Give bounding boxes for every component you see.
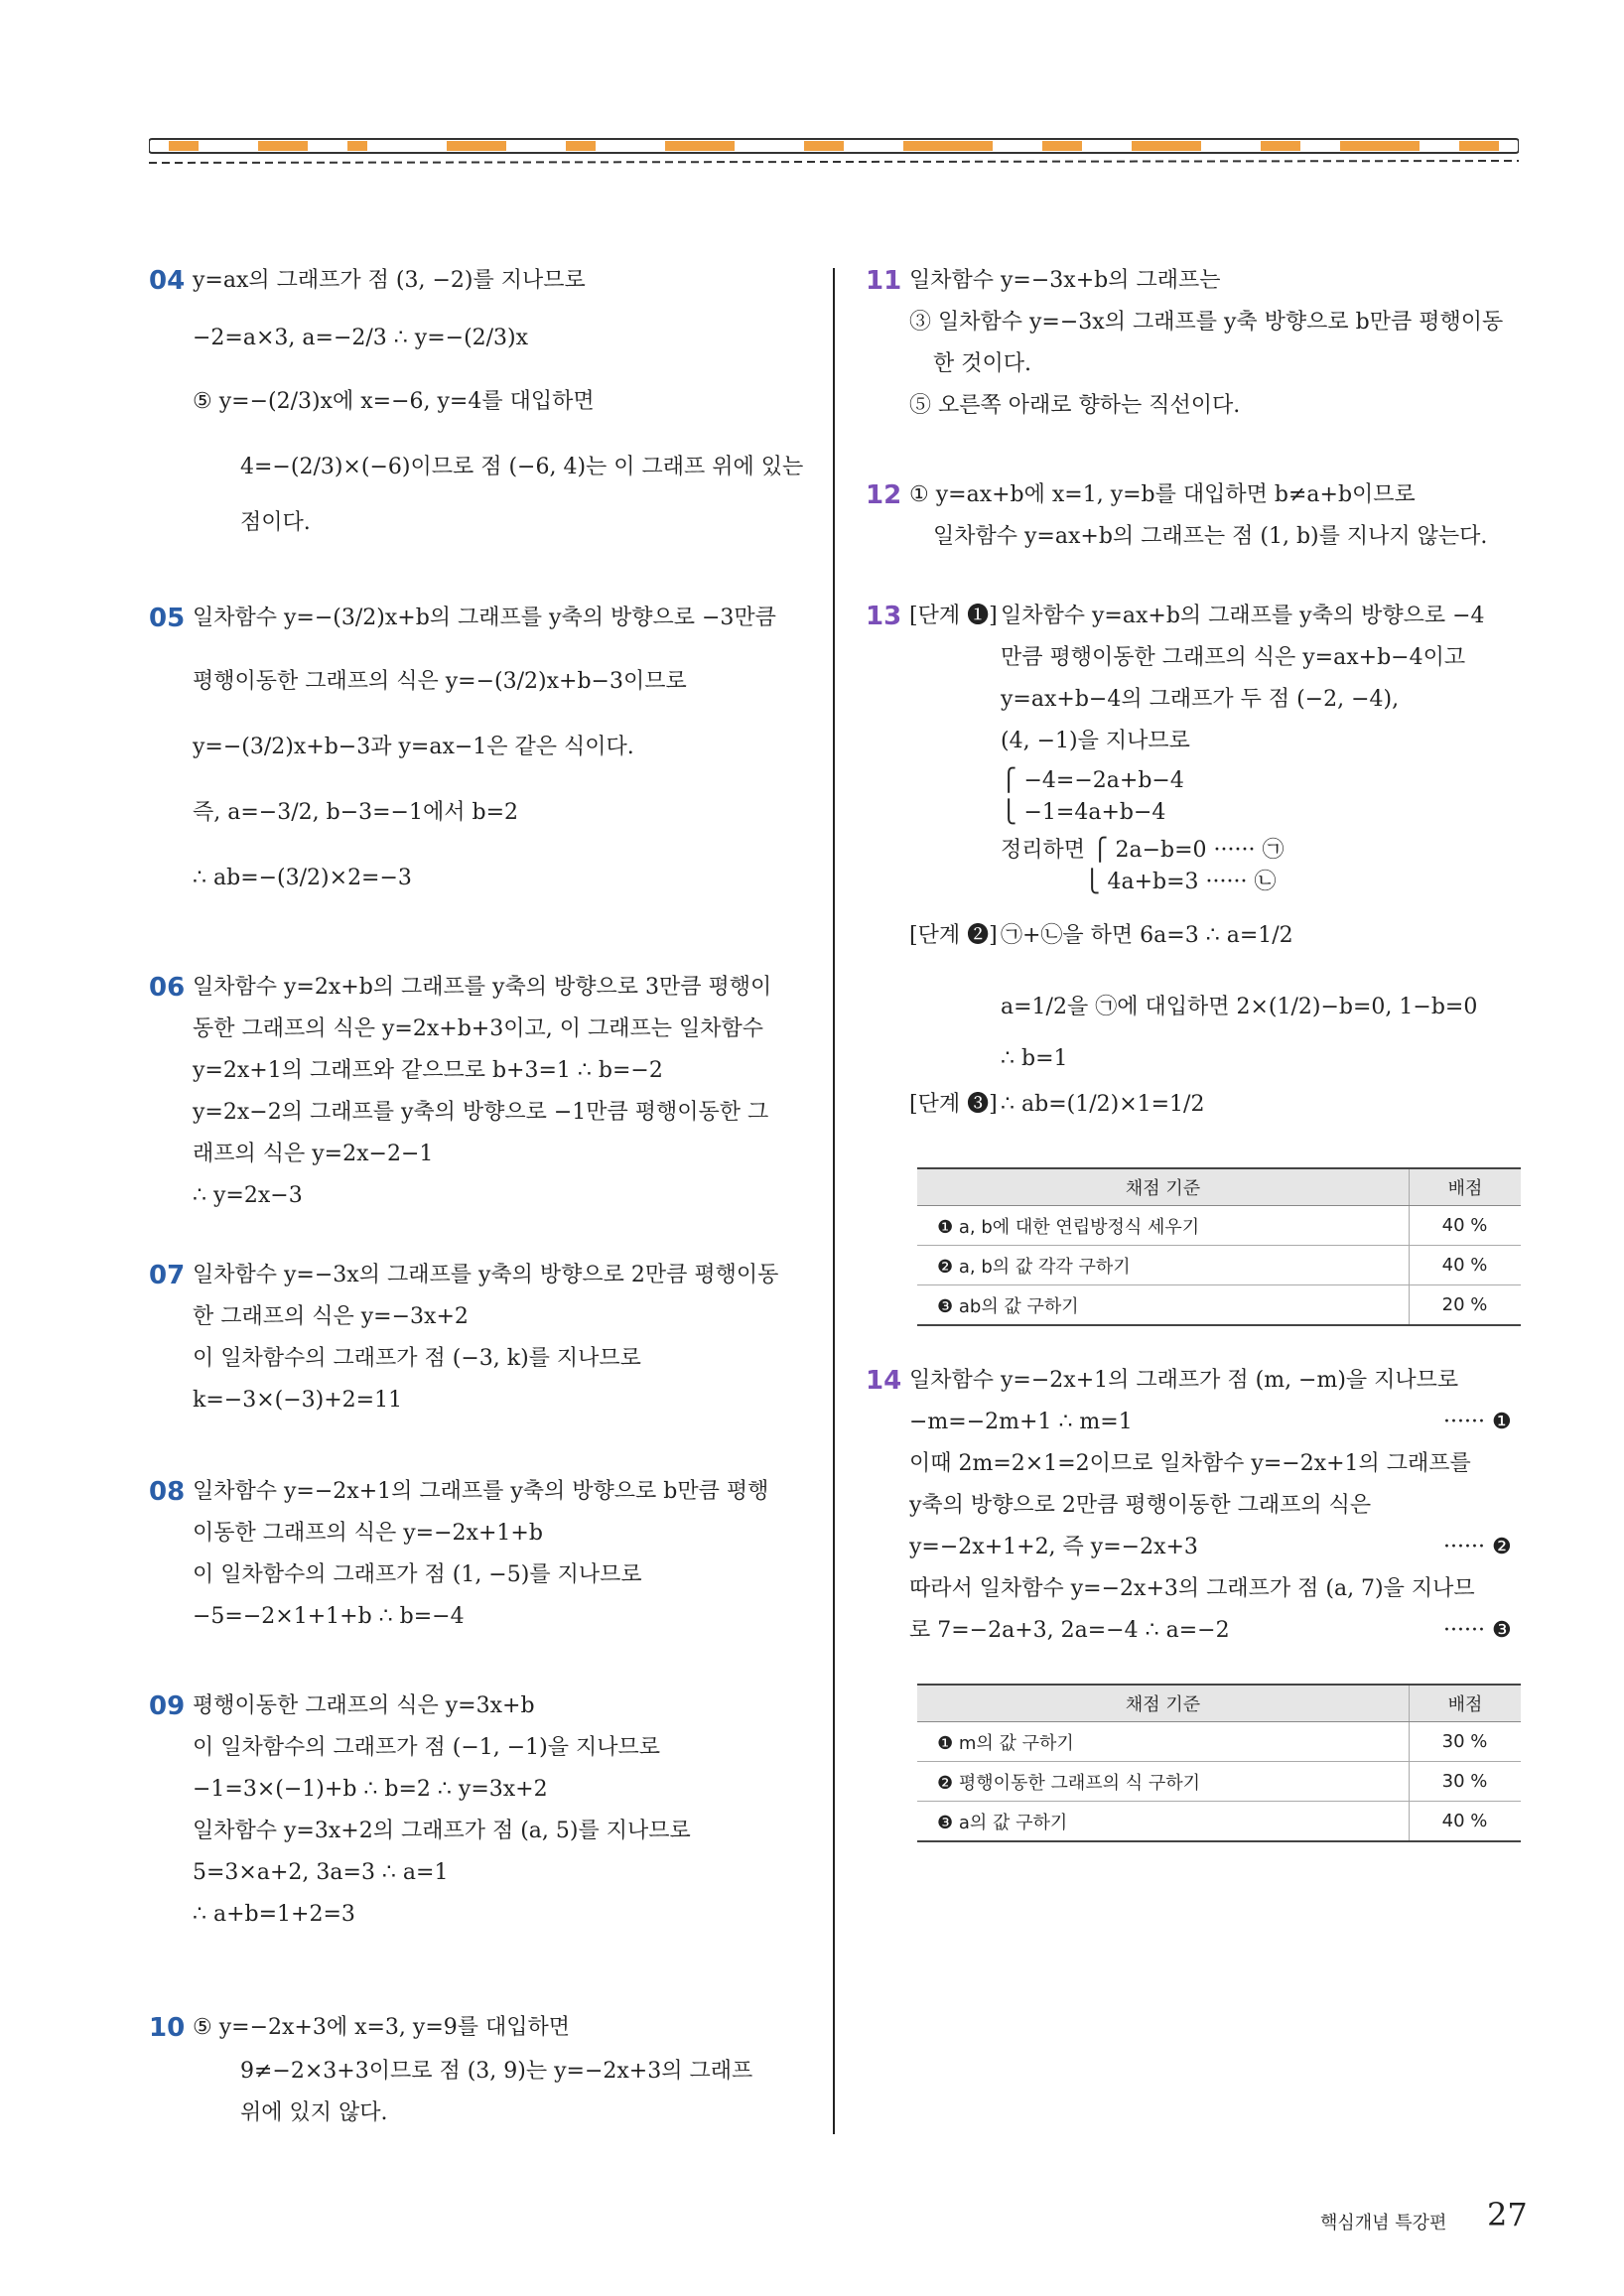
step-label: [단계 ❶] xyxy=(909,604,998,628)
criterion-cell: ❷ a, b의 값 각각 구하기 xyxy=(917,1246,1410,1285)
solution-line: (4, −1)을 지나므로 xyxy=(1001,729,1190,753)
solution-line: 일차함수 y=−3x의 그래프를 y축의 방향으로 2만큼 평행이동 xyxy=(193,1263,779,1287)
solution-line: 점이다. xyxy=(240,510,311,535)
solution-line: 일차함수 y=−2x+1의 그래프가 점 (m, −m)을 지나므로 xyxy=(909,1368,1459,1393)
solution-line: 한 것이다. xyxy=(933,351,1031,376)
solution-line: 정리하면 ⎧ 2a−b=0 ······ ㉠ xyxy=(1001,838,1285,863)
solution-line: ⎩ 4a+b=3 ······ ㉡ xyxy=(1084,870,1277,894)
solution-line: y축의 방향으로 2만큼 평행이동한 그래프의 식은 xyxy=(909,1493,1372,1518)
solution-line: 이 일차함수의 그래프가 점 (1, −5)를 지나므로 xyxy=(193,1562,642,1587)
solution-line: 위에 있지 않다. xyxy=(240,2100,388,2125)
problem-number: 11 xyxy=(866,266,902,296)
solution-line: y=2x−2의 그래프를 y축의 방향으로 −1만큼 평행이동한 그 xyxy=(193,1100,769,1125)
problem-number: 05 xyxy=(149,604,186,633)
table-header: 배점 xyxy=(1410,1685,1522,1722)
solution-line: 한 그래프의 식은 y=−3x+2 xyxy=(193,1304,469,1329)
problem-number: 14 xyxy=(866,1366,902,1396)
table-header: 배점 xyxy=(1410,1168,1522,1206)
decorative-top-border xyxy=(149,137,1519,167)
problem-number: 08 xyxy=(149,1477,186,1507)
solution-line: 일차함수 y=−2x+1의 그래프를 y축의 방향으로 b만큼 평행 xyxy=(193,1479,769,1504)
scoring-table xyxy=(917,1167,1521,1326)
solution-line: 따라서 일차함수 y=−2x+3의 그래프가 점 (a, 7)을 지나므 xyxy=(909,1576,1475,1601)
solution-line: ⎧ −4=−2a+b−4 xyxy=(1001,768,1184,793)
solution-line: ⎩ −1=4a+b−4 xyxy=(1001,800,1166,825)
solution-line: 일차함수 y=ax+b의 그래프는 점 (1, b)를 지나지 않는다. xyxy=(933,524,1488,549)
problem-number: 07 xyxy=(149,1261,186,1290)
solution-line: 4=−(2/3)×(−6)이므로 점 (−6, 4)는 이 그래프 위에 있는 xyxy=(240,455,804,479)
step-mark: ······ ❶ xyxy=(1443,1410,1512,1434)
solution-line: 일차함수 y=ax+b의 그래프를 y축의 방향으로 −4 xyxy=(1001,604,1485,628)
points-cell: 40 % xyxy=(1410,1802,1522,1842)
solution-line: y=2x+1의 그래프와 같으므로 b+3=1 ∴ b=−2 xyxy=(193,1058,663,1083)
step-mark: ······ ❸ xyxy=(1443,1618,1512,1643)
solution-line: ㉠+㉡을 하면 6a=3 ∴ a=1/2 xyxy=(1001,923,1293,948)
solution-line: k=−3×(−3)+2=11 xyxy=(193,1388,403,1413)
solution-line: ⑤ 오른쪽 아래로 향하는 직선이다. xyxy=(909,393,1241,418)
solution-line: ∴ b=1 xyxy=(1001,1046,1068,1071)
solution-line: y=ax의 그래프가 점 (3, −2)를 지나므로 xyxy=(193,268,586,293)
solution-line: 만큼 평행이동한 그래프의 식은 y=ax+b−4이고 xyxy=(1001,645,1466,670)
scoring-table xyxy=(917,1684,1521,1842)
solution-line: −1=3×(−1)+b ∴ b=2 ∴ y=3x+2 xyxy=(193,1777,548,1802)
solution-line: 동한 그래프의 식은 y=2x+b+3이고, 이 그래프는 일차함수 xyxy=(193,1016,763,1041)
criterion-cell: ❶ m의 값 구하기 xyxy=(917,1722,1410,1762)
criterion-cell: ❸ a의 값 구하기 xyxy=(917,1802,1410,1842)
step-mark: ······ ❷ xyxy=(1443,1535,1512,1559)
solution-line: ∴ ab=(1/2)×1=1/2 xyxy=(1001,1092,1205,1117)
solution-line: 평행이동한 그래프의 식은 y=−(3/2)x+b−3이므로 xyxy=(193,669,687,694)
solution-line: y=−2x+1+2, 즉 y=−2x+3 xyxy=(909,1535,1198,1559)
solution-line: 일차함수 y=2x+b의 그래프를 y축의 방향으로 3만큼 평행이 xyxy=(193,975,772,1000)
criterion-cell: ❶ a, b에 대한 연립방정식 세우기 xyxy=(917,1206,1410,1246)
solution-line: 이동한 그래프의 식은 y=−2x+1+b xyxy=(193,1521,543,1546)
points-cell: 20 % xyxy=(1410,1285,1522,1326)
solution-line: 9≠−2×3+3이므로 점 (3, 9)는 y=−2x+3의 그래프 xyxy=(240,2059,753,2084)
solution-line: 래프의 식은 y=2x−2−1 xyxy=(193,1142,434,1166)
solution-line: 이 일차함수의 그래프가 점 (−3, k)를 지나므로 xyxy=(193,1346,641,1371)
column-divider xyxy=(833,268,835,2134)
problem-number: 04 xyxy=(149,266,186,296)
solution-line: −5=−2×1+1+b ∴ b=−4 xyxy=(193,1604,465,1629)
table-row xyxy=(917,1802,1521,1842)
solution-line: ∴ y=2x−3 xyxy=(193,1183,303,1208)
criterion-cell: ❸ ab의 값 구하기 xyxy=(917,1285,1410,1326)
solution-line: ∴ a+b=1+2=3 xyxy=(193,1902,355,1927)
solution-line: −2=a×3, a=−2/3 ∴ y=−(2/3)x xyxy=(193,326,529,350)
book-section-label: 핵심개념 특강편 xyxy=(1320,2213,1447,2233)
points-cell: 30 % xyxy=(1410,1762,1522,1802)
solution-line: ∴ ab=−(3/2)×2=−3 xyxy=(193,866,412,890)
solution-line: 로 7=−2a+3, 2a=−4 ∴ a=−2 xyxy=(909,1618,1230,1643)
solution-line: 일차함수 y=−3x+b의 그래프는 xyxy=(909,268,1221,293)
solution-line: 일차함수 y=−(3/2)x+b의 그래프를 y축의 방향으로 −3만큼 xyxy=(193,606,776,630)
solution-line: ③ 일차함수 y=−3x의 그래프를 y축 방향으로 b만큼 평행이동 xyxy=(909,310,1504,335)
problem-number: 13 xyxy=(866,602,902,631)
step-label: [단계 ❷] xyxy=(909,923,998,948)
table-row xyxy=(917,1246,1521,1285)
page-number: 27 xyxy=(1487,2196,1528,2233)
solution-line: 즉, a=−3/2, b−3=−1에서 b=2 xyxy=(193,800,519,825)
problem-number: 09 xyxy=(149,1691,186,1721)
solution-line: a=1/2을 ㉠에 대입하면 2×(1/2)−b=0, 1−b=0 xyxy=(1001,995,1478,1019)
solution-line: ⑤ y=−(2/3)x에 x=−6, y=4를 대입하면 xyxy=(193,389,595,414)
solution-line: 이 일차함수의 그래프가 점 (−1, −1)을 지나므로 xyxy=(193,1735,661,1760)
table-header: 채점 기준 xyxy=(917,1168,1410,1206)
table-row xyxy=(917,1285,1521,1326)
solution-line: 일차함수 y=3x+2의 그래프가 점 (a, 5)를 지나므로 xyxy=(193,1819,691,1843)
solution-line: ① y=ax+b에 x=1, y=b를 대입하면 b≠a+b이므로 xyxy=(909,482,1416,507)
table-row xyxy=(917,1762,1521,1802)
solution-line: y=ax+b−4의 그래프가 두 점 (−2, −4), xyxy=(1001,687,1400,712)
table-row xyxy=(917,1206,1521,1246)
problem-number: 10 xyxy=(149,2013,186,2043)
solution-line: 5=3×a+2, 3a=3 ∴ a=1 xyxy=(193,1860,449,1885)
solution-line: ⑤ y=−2x+3에 x=3, y=9를 대입하면 xyxy=(193,2015,571,2040)
solution-line: 이때 2m=2×1=2이므로 일차함수 y=−2x+1의 그래프를 xyxy=(909,1451,1471,1476)
step-label: [단계 ❸] xyxy=(909,1092,998,1117)
solution-line: 평행이동한 그래프의 식은 y=3x+b xyxy=(193,1693,535,1718)
table-header: 채점 기준 xyxy=(917,1685,1410,1722)
problem-number: 12 xyxy=(866,480,902,510)
solution-line: −m=−2m+1 ∴ m=1 xyxy=(909,1410,1133,1434)
table-row xyxy=(917,1722,1521,1762)
points-cell: 40 % xyxy=(1410,1206,1522,1246)
points-cell: 30 % xyxy=(1410,1722,1522,1762)
points-cell: 40 % xyxy=(1410,1246,1522,1285)
criterion-cell: ❷ 평행이동한 그래프의 식 구하기 xyxy=(917,1762,1410,1802)
solution-line: y=−(3/2)x+b−3과 y=ax−1은 같은 식이다. xyxy=(193,735,634,759)
problem-number: 06 xyxy=(149,973,186,1003)
